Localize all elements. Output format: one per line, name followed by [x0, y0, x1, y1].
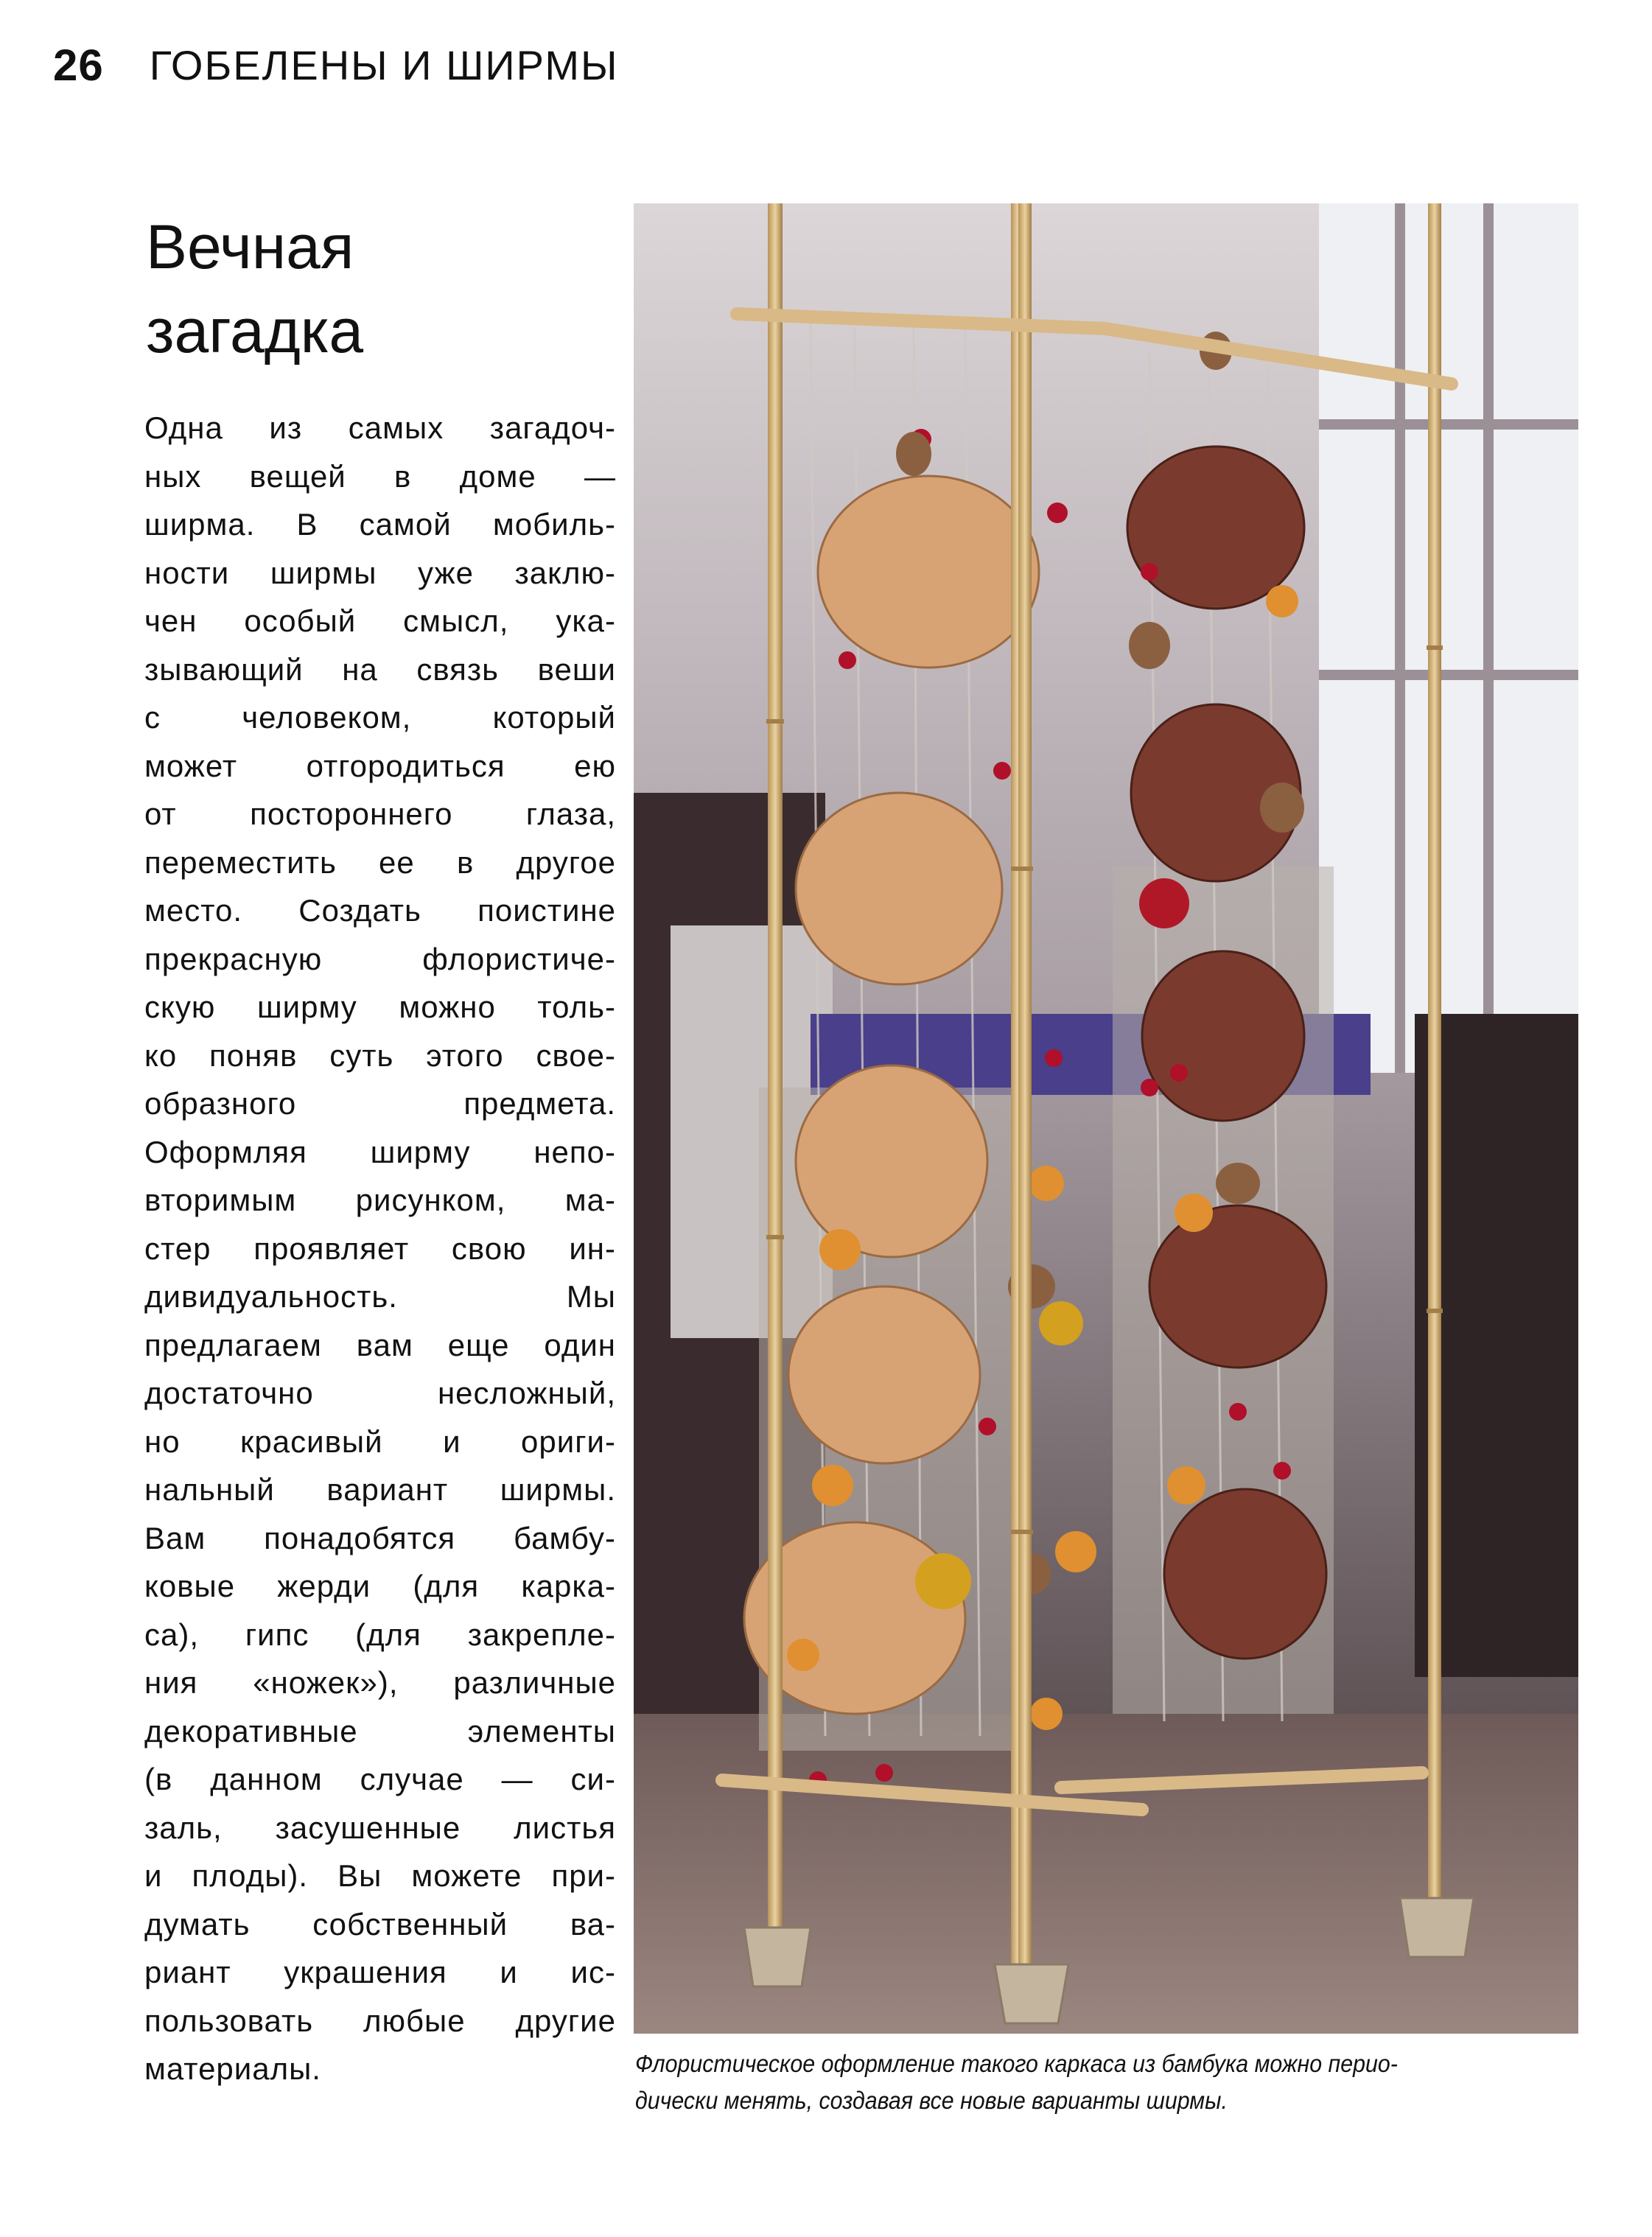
body-line: но красивый и ориги-	[144, 1424, 616, 1459]
body-line: может отгородиться ею	[144, 748, 616, 783]
body-line: прекрасную флористиче-	[144, 941, 616, 976]
photo-illustration	[634, 203, 1578, 2034]
body-line: ширма. В самой мобиль-	[144, 507, 616, 542]
page-header	[53, 35, 619, 94]
article-title	[146, 205, 588, 373]
caption-line: дически менять, создавая все новые варианты ширмы.	[635, 2087, 1228, 2114]
body-line: ковые жерди (для карка-	[144, 1569, 616, 1603]
article-title-line: загадка	[146, 296, 364, 365]
body-line: декоративные элементы	[144, 1713, 616, 1748]
body-line: (в данном случае — си-	[144, 1762, 616, 1796]
body-line: стер проявляет свою ин-	[144, 1230, 616, 1266]
body-line: пользовать любые другие	[144, 2003, 616, 2038]
caption-line: Флористическое оформление такого каркаса из бамбука можно перио-	[635, 2050, 1398, 2077]
body-line: ных вещей в доме —	[144, 458, 616, 494]
body-line: Вам понадобятся бамбу-	[144, 1520, 616, 1555]
article-body	[144, 404, 616, 2093]
body-line: дивидуальность. Мы	[144, 1279, 616, 1314]
body-line: чен особый смысл, ука-	[144, 603, 616, 638]
bamboo-screen-photo	[634, 203, 1578, 2034]
body-line: зывающий на связь веши	[144, 651, 616, 687]
body-line: са), гипс (для закрепле-	[144, 1617, 616, 1652]
chapter-title: ГОБЕЛЕНЫ И ШИРМЫ	[149, 41, 619, 88]
body-line: Одна из самых загадоч-	[144, 410, 616, 445]
body-line: материалы.	[144, 2051, 321, 2086]
body-line: ко поняв суть этого свое-	[144, 1037, 616, 1073]
body-line: переместить ее в другое	[144, 844, 616, 880]
body-line: от постороннего глаза,	[144, 797, 616, 831]
body-line: образного предмета.	[144, 1086, 616, 1121]
body-line: заль, засушенные листья	[144, 1810, 616, 1845]
page-number: 26	[53, 40, 104, 90]
photo-caption	[635, 2045, 1510, 2119]
body-line: Оформляя ширму непо-	[144, 1134, 616, 1169]
body-line: скую ширму можно толь-	[144, 990, 616, 1024]
body-line: предлагаем вам еще один	[144, 1327, 616, 1362]
article-title-line: Вечная	[146, 212, 354, 281]
body-line: достаточно несложный,	[144, 1376, 616, 1410]
body-line: вторимым рисунком, ма-	[144, 1183, 616, 1217]
body-line: место. Создать поистине	[144, 893, 616, 928]
body-line: ности ширмы уже заклю-	[144, 555, 616, 590]
body-line: ния «ножек»), различные	[144, 1665, 616, 1700]
body-line: риант украшения и ис-	[144, 1955, 616, 1989]
body-line: с человеком, который	[144, 700, 616, 735]
body-line: нальный вариант ширмы.	[144, 1472, 616, 1507]
body-line: и плоды). Вы можете при-	[144, 1858, 616, 1893]
body-line: думать собственный ва-	[144, 1906, 616, 1942]
